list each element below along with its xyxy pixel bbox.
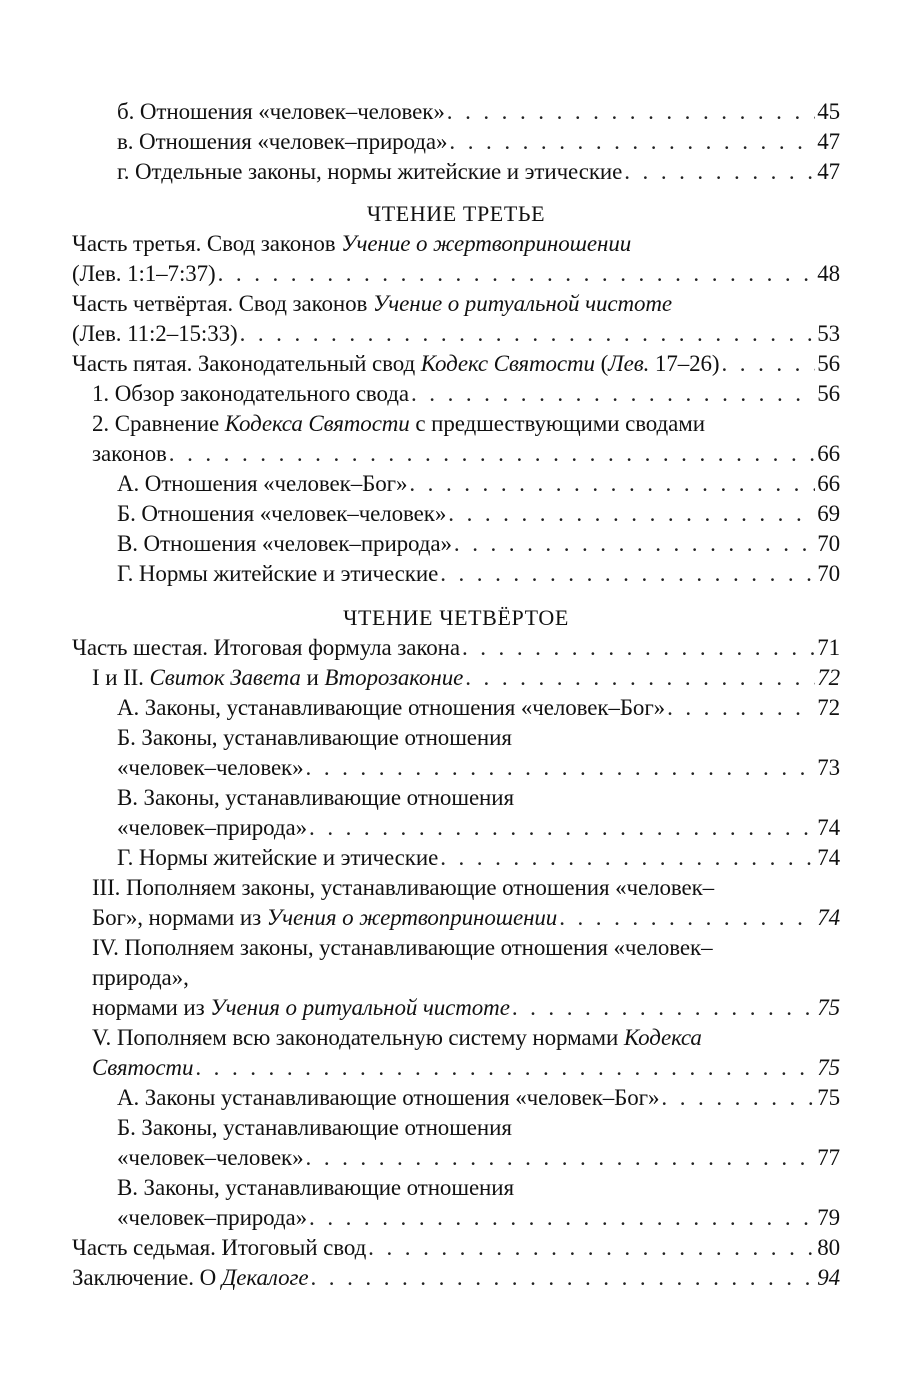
toc-entry-text: Заключение. О	[72, 1265, 222, 1290]
toc-entry-comparison-cont	[72, 439, 840, 469]
dot-leader	[440, 559, 815, 589]
toc-entry-page: 74	[817, 815, 840, 840]
toc-entry-page: 56	[817, 351, 840, 376]
toc-entry-italic: Свиток Завета	[149, 665, 301, 690]
dot-leader	[448, 499, 815, 529]
toc-entry-text: «человек–человек»	[117, 1145, 304, 1170]
toc-entry	[72, 873, 840, 903]
toc-entry-page: 77	[817, 1145, 840, 1170]
toc-entry-page: 74	[817, 905, 840, 930]
toc-entry-text: Бог», нормами из	[92, 905, 267, 930]
toc-entry-cont	[72, 903, 840, 933]
toc-entry	[72, 157, 840, 187]
toc-entry-page: 75	[817, 1055, 840, 1080]
toc-entry-italic: Учения о ритуальной чистоте	[210, 995, 510, 1020]
toc-entry-text: законов	[92, 441, 167, 466]
dot-leader	[311, 1263, 816, 1293]
toc-entry-text: (	[594, 351, 609, 376]
toc-entry-text: III. Пополняем законы, устанавливающие отношения «человек–	[92, 875, 715, 900]
toc-entry	[72, 663, 840, 693]
toc-entry-text: Б. Законы, устанавливающие отношения	[117, 1115, 512, 1140]
toc-entry	[72, 559, 840, 589]
toc-entry-italic: Декалоге	[221, 1265, 309, 1290]
toc-entry-text: (Лев. 1:1–7:37)	[72, 261, 216, 286]
toc-entry-text: Б. Отношения «человек–человек»	[117, 501, 447, 526]
toc-entry-text: нормами из	[92, 995, 211, 1020]
toc-entry-text: природа»,	[92, 965, 189, 990]
toc-entry-text: с предшествующими сводами	[409, 411, 705, 436]
toc-entry-text: А. Отношения «человек–Бог»	[117, 471, 408, 496]
dot-leader	[368, 1233, 815, 1263]
toc-entry-text: 17–26)	[649, 351, 720, 376]
toc-entry-page: 75	[817, 995, 840, 1020]
toc-entry-text: Часть шестая. Итоговая формула закона	[72, 635, 460, 660]
toc-entry	[72, 97, 840, 127]
toc-entry-italic: Кодекс Святости	[420, 351, 595, 376]
dot-leader	[409, 469, 815, 499]
toc-entry-italic: Кодекса Святости	[224, 411, 410, 436]
toc-entry-text: г. Отдельные законы, нормы житейские и этические	[117, 159, 623, 184]
toc-entry-cont	[72, 1143, 840, 1173]
toc-entry-part-six	[72, 633, 840, 663]
toc-entry-page: 66	[817, 441, 840, 466]
dot-leader	[667, 693, 815, 723]
toc-entry-page: 73	[817, 755, 840, 780]
dot-leader	[721, 349, 815, 379]
toc-entry-cont	[72, 813, 840, 843]
toc-entry	[72, 1113, 840, 1143]
toc-entry	[72, 1023, 840, 1053]
toc-entry	[72, 1173, 840, 1203]
toc-entry-page: 47	[817, 129, 840, 154]
toc-entry-page: 48	[817, 261, 840, 286]
toc-entry-page: 53	[817, 321, 840, 346]
toc-entry	[72, 933, 840, 963]
toc-entry-text: А. Законы, устанавливающие отношения «человек–Бог»	[117, 695, 666, 720]
toc-entry-text: I и II.	[92, 665, 150, 690]
toc-entry-text: «человек–человек»	[117, 755, 304, 780]
toc-entry	[72, 529, 840, 559]
toc-entry-page: 70	[817, 531, 840, 556]
toc-entry-text: А. Законы устанавливающие отношения «человек–Бог»	[117, 1085, 660, 1110]
dot-leader	[661, 1083, 815, 1113]
toc-entry	[72, 783, 840, 813]
toc-entry-text: б. Отношения «человек–человек»	[117, 99, 445, 124]
toc-entry-page: 56	[817, 381, 840, 406]
toc-entry-cont	[72, 753, 840, 783]
toc-entry-part-seven	[72, 1233, 840, 1263]
toc-entry-text: Часть пятая. Законодательный свод	[72, 351, 421, 376]
toc-entry	[72, 843, 840, 873]
toc-entry-cont	[72, 1053, 840, 1083]
toc-entry-page: 47	[817, 159, 840, 184]
table-of-contents	[72, 97, 840, 1293]
toc-entry-text: и	[300, 665, 325, 690]
section-heading-third-reading: ЧТЕНИЕ ТРЕТЬЕ	[366, 201, 546, 226]
toc-entry-page: 75	[817, 1085, 840, 1110]
dot-leader	[169, 439, 815, 469]
toc-entry-page: 72	[817, 665, 840, 690]
dot-leader	[309, 1203, 815, 1233]
toc-entry-text: Часть третья. Свод законов	[72, 231, 342, 256]
toc-entry-italic: Учение о ритуальной чистоте	[372, 291, 673, 316]
dot-leader	[624, 157, 815, 187]
toc-entry-text: Часть четвёртая. Свод законов	[72, 291, 373, 316]
toc-entry	[72, 379, 840, 409]
toc-entry-cont	[72, 963, 840, 993]
dot-leader	[411, 379, 815, 409]
toc-entry-text: IV. Пополняем законы, устанавливающие отношения «человек–	[92, 935, 713, 960]
toc-entry-italic: Учения о жертвоприношении	[266, 905, 558, 930]
dot-leader	[306, 753, 816, 783]
toc-entry-text: «человек–природа»	[117, 1205, 308, 1230]
toc-entry-text: В. Отношения «человек–природа»	[117, 531, 452, 556]
toc-entry	[72, 693, 840, 723]
toc-entry-text: «человек–природа»	[117, 815, 308, 840]
dot-leader	[462, 633, 815, 663]
toc-entry-page: 80	[817, 1235, 840, 1260]
toc-entry-text: 1. Обзор законодательного свода	[92, 381, 409, 406]
toc-entry-page: 71	[817, 635, 840, 660]
dot-leader	[440, 843, 815, 873]
toc-entry-text: Г. Нормы житейские и этические	[117, 845, 439, 870]
toc-entry	[72, 723, 840, 753]
toc-entry-text: 2. Сравнение	[92, 411, 225, 436]
toc-entry-conclusion	[72, 1263, 840, 1293]
toc-entry-page: 72	[817, 695, 840, 720]
toc-entry-cont	[72, 1203, 840, 1233]
toc-entry	[72, 1083, 840, 1113]
toc-entry-text: (Лев. 11:2–15:33)	[72, 321, 238, 346]
dot-leader	[559, 903, 815, 933]
toc-entry-page: 66	[817, 471, 840, 496]
dot-leader	[512, 993, 815, 1023]
toc-entry-part-five	[72, 349, 840, 379]
toc-entry-italic: Учение о жертвоприношении	[341, 231, 632, 256]
toc-entry-part-three	[72, 229, 840, 259]
dot-leader	[447, 97, 815, 127]
toc-entry-text: Б. Законы, устанавливающие отношения	[117, 725, 512, 750]
toc-entry-page: 45	[817, 99, 840, 124]
toc-entry-part-three-cont	[72, 259, 840, 289]
toc-entry-text: V. Пополняем всю законодательную систему нормами	[92, 1025, 624, 1050]
toc-entry	[72, 127, 840, 157]
dot-leader	[240, 319, 816, 349]
toc-entry-part-four	[72, 289, 840, 319]
dot-leader	[449, 127, 815, 157]
toc-entry-page: 74	[817, 845, 840, 870]
toc-entry-text: Часть седьмая. Итоговый свод	[72, 1235, 367, 1260]
toc-entry-page: 79	[817, 1205, 840, 1230]
toc-entry-italic: Второзаконие	[324, 665, 464, 690]
toc-entry-italic: Кодекса	[623, 1025, 702, 1050]
toc-entry-page: 94	[817, 1265, 840, 1290]
toc-entry	[72, 469, 840, 499]
toc-entry-italic: Лев.	[608, 351, 650, 376]
dot-leader	[309, 813, 815, 843]
toc-entry	[72, 499, 840, 529]
dot-leader	[306, 1143, 816, 1173]
dot-leader	[218, 259, 816, 289]
toc-entry-cont	[72, 993, 840, 1023]
toc-entry-italic: Святости	[92, 1055, 194, 1080]
section-heading-fourth-reading: ЧТЕНИЕ ЧЕТВЁРТОЕ	[343, 605, 569, 630]
toc-entry-page: 69	[817, 501, 840, 526]
toc-entry-page: 70	[817, 561, 840, 586]
toc-entry-text: Г. Нормы житейские и этические	[117, 561, 439, 586]
dot-leader	[454, 529, 815, 559]
toc-entry-comparison	[72, 409, 840, 439]
toc-entry-text: в. Отношения «человек–природа»	[117, 129, 448, 154]
toc-entry-text: В. Законы, устанавливающие отношения	[117, 785, 514, 810]
toc-entry-part-four-cont	[72, 319, 840, 349]
dot-leader	[195, 1053, 815, 1083]
toc-entry-text: В. Законы, устанавливающие отношения	[117, 1175, 514, 1200]
dot-leader	[465, 663, 815, 693]
